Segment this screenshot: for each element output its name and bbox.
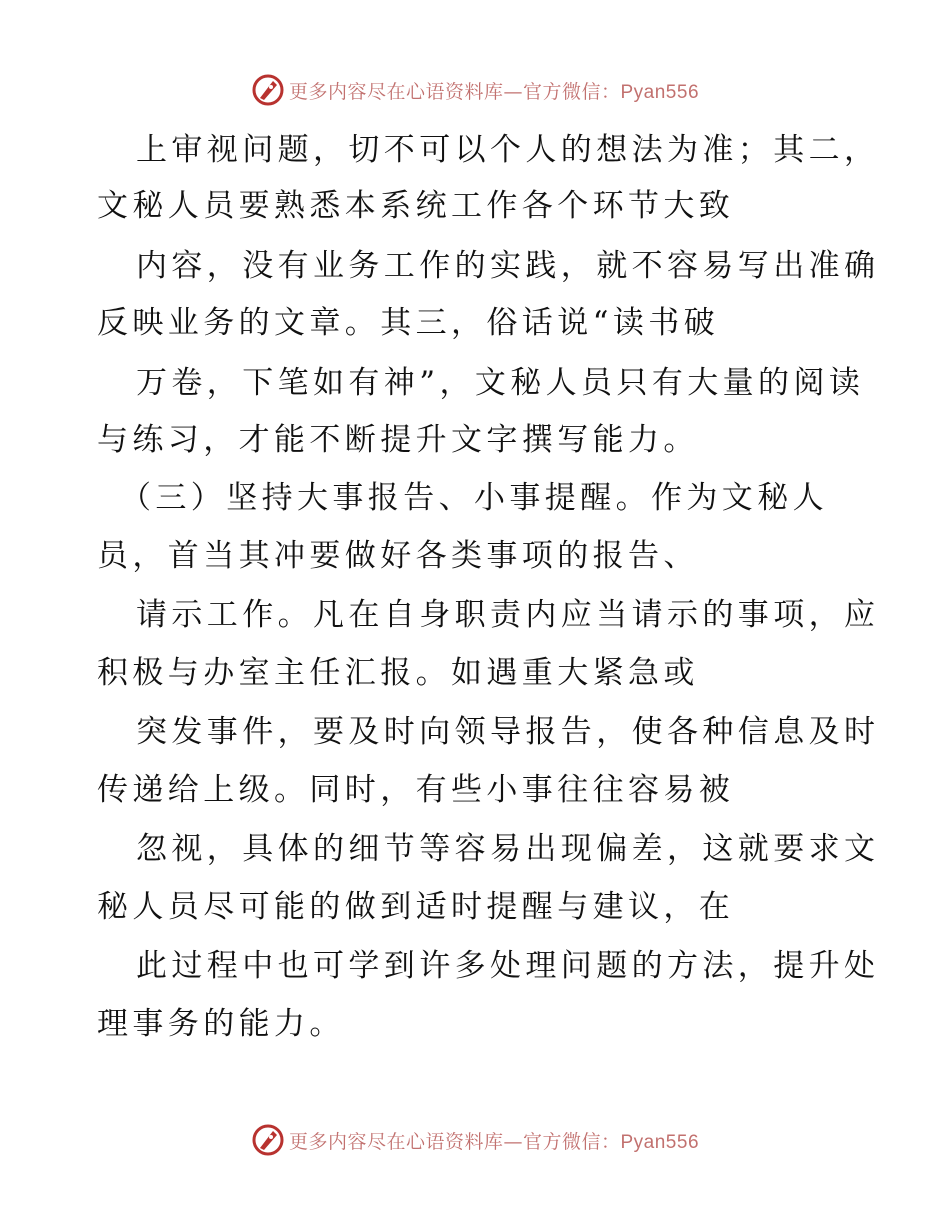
watermark-text: 更多内容尽在心语资料库—官方微信：Pyan556 xyxy=(288,1130,700,1153)
text-line: 员，首当其冲要做好各类事项的报告、 xyxy=(97,538,699,574)
footer-watermark xyxy=(0,1120,950,1160)
pen-nib-logo-icon xyxy=(251,73,285,107)
watermark-text: 更多内容尽在心语资料库—官方微信：Pyan556 xyxy=(288,80,700,103)
text-line: 理事务的能力。 xyxy=(97,1006,345,1042)
text-line: 传递给上级。同时，有些小事往往容易被 xyxy=(97,772,735,808)
text-line: 忽视，具体的细节等容易出现偏差，这就要求文 xyxy=(136,831,880,867)
text-line: （三）坚持大事报告、小事提醒。作为文秘人 xyxy=(120,480,828,516)
text-line: 积极与办室主任汇报。如遇重大紧急或 xyxy=(97,655,699,691)
header-watermark xyxy=(0,70,950,110)
text-line: 上审视问题，切不可以个人的想法为准；其二， xyxy=(136,132,880,168)
text-line: 秘人员尽可能的做到适时提醒与建议，在 xyxy=(97,889,735,925)
text-line: 万卷，下笔如有神”，文秘人员只有大量的阅读 xyxy=(136,365,865,401)
text-line: 请示工作。凡在自身职责内应当请示的事项，应 xyxy=(136,597,880,633)
pen-nib-logo-icon xyxy=(251,1123,285,1157)
text-line: 与练习，才能不断提升文字撰写能力。 xyxy=(97,422,699,458)
text-line: 文秘人员要熟悉本系统工作各个环节大致 xyxy=(97,188,735,224)
text-line: 突发事件，要及时向领导报告，使各种信息及时 xyxy=(136,714,880,750)
text-line: 内容，没有业务工作的实践，就不容易写出准确 xyxy=(136,248,880,284)
text-line: 此过程中也可学到许多处理问题的方法，提升处 xyxy=(136,948,880,984)
text-line: 反映业务的文章。其三，俗话说“读书破 xyxy=(97,305,720,341)
